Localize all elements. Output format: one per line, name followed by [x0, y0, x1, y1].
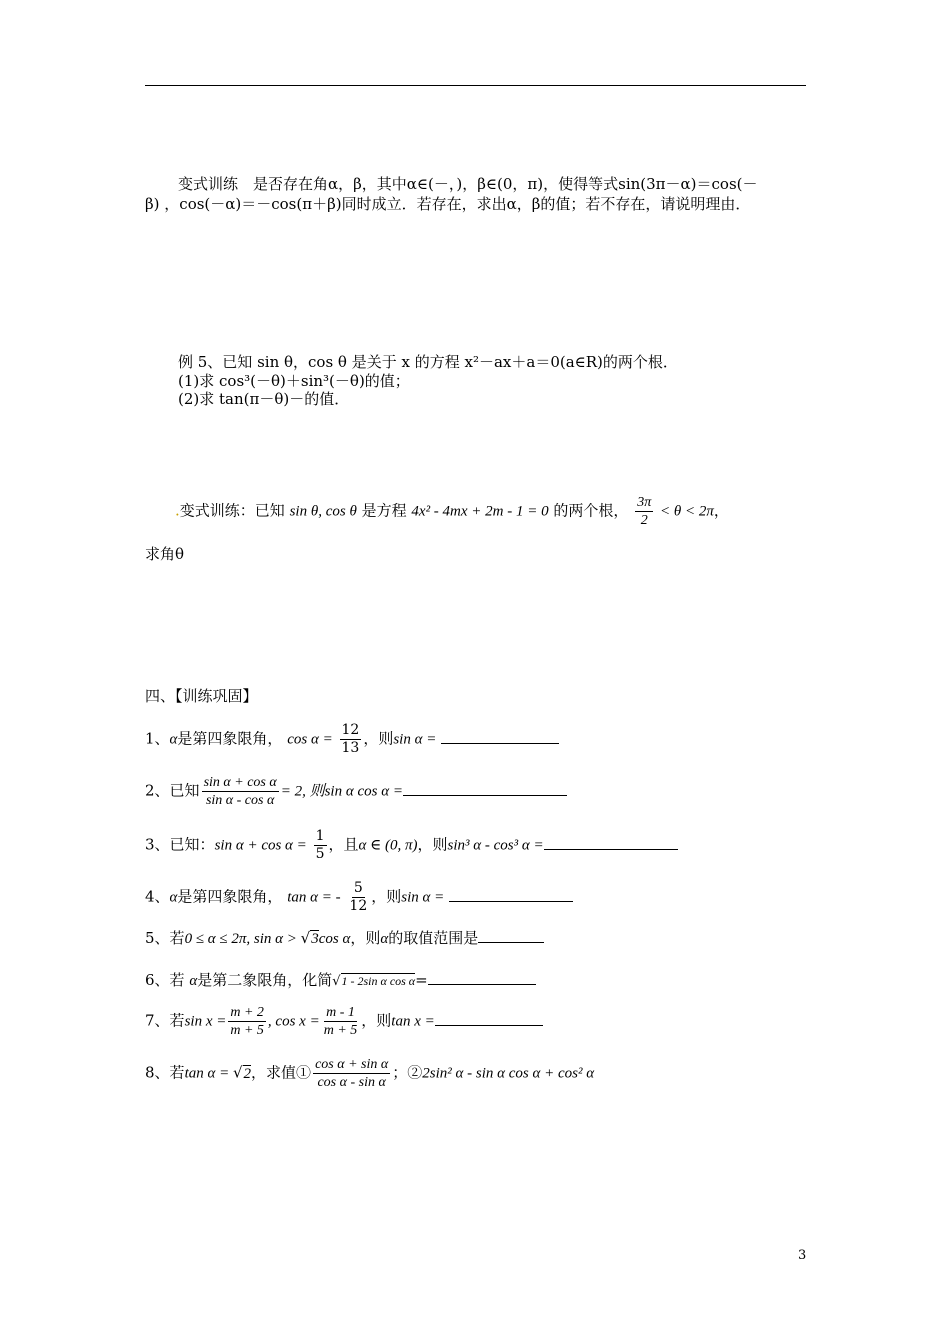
variant2-mid: 是方程 [361, 501, 407, 520]
q5-answer-blank[interactable] [478, 941, 544, 943]
q4-fraction: $\frac{5}{12}$ [349, 880, 368, 914]
question-5: 5、若0 ≤ α ≤ 2π, sin α > √3cos α，则α的取值范围是 [145, 928, 544, 950]
variant2-line2: 求角θ [145, 545, 185, 563]
example5-line3: (2)求 tan(π－θ)－的值． [178, 390, 350, 408]
question-2: 2、已知 $\frac{\text{sin α + cos α}}{\text{sin α - cos α}}$ = 2, 则sin α cos α = [145, 774, 567, 809]
variant1-line2: β) ，cos(－α)＝－cos(π＋β)同时成立．若存在，求出α，β的值；若不存在，请说明理由． [145, 195, 751, 213]
variant2-equation: 4x² - 4mx + 2m - 1 = 0 [411, 503, 549, 520]
example5-line1: 例 5、已知 sin θ，cos θ 是关于 x 的方程 x²－ax＋a＝0(a∈R)的两个根． [178, 353, 678, 371]
q1-fraction: $\frac{12}{13}$ [341, 722, 360, 756]
q3-fraction: $\frac{1}{5}$ [315, 828, 325, 862]
sqrt-icon: √ [232, 1063, 243, 1082]
variant2-line1: .变式训练：已知 sin θ, cos θ 是方程 4x² - 4mx + 2m - 1 = 0 的两个根， $\frac{3\pi}{2}$ < θ < 2π， [175, 495, 729, 528]
q2-answer-blank[interactable] [403, 794, 567, 796]
q7-fraction-1: $\frac{m + 2}{m + 5}$ [230, 1005, 264, 1038]
variant2-suffix: 的两个根， [553, 501, 629, 520]
variant2-fraction: $\frac{3\pi}{2}$ [637, 495, 652, 528]
bullet-dot-icon: . [175, 501, 180, 520]
sqrt-icon: √ [332, 974, 341, 989]
q2-fraction: $\frac{\text{sin α + cos α}}{\text{sin α - cos α}}$ [203, 775, 277, 808]
header-rule [145, 85, 806, 86]
question-3: 3、已知：sin α + cos α = $\frac{1}{5}$ ，且α ∈ (0, π)，则sin³ α - cos³ α = [145, 828, 678, 863]
page-number: 3 [798, 1248, 807, 1263]
variant2-fn: sin θ, cos θ [289, 503, 357, 520]
q1-answer-blank[interactable] [441, 742, 559, 744]
question-7: 7、若sin x = $\frac{m + 2}{m + 5}$ , cos x = $\frac{m - 1}{m + 5}$ ，则tan x = [145, 1004, 543, 1039]
q6-answer-blank[interactable] [428, 983, 536, 985]
q4-answer-blank[interactable] [449, 900, 573, 902]
example5-line2: (1)求 cos³(－θ)＋sin³(－θ)的值； [178, 372, 410, 390]
question-6: 6、若 α是第二象限角，化简√1 - 2sin α cos α= [145, 970, 536, 992]
q8-fraction: $\frac{\text{cos α + sin α}}{\text{cos α - sin α}}$ [315, 1057, 389, 1090]
question-4: 4、α是第四象限角， tan α = - $\frac{5}{12}$ ，则sin α = [145, 880, 573, 915]
question-1: 1、α是第四象限角， cos α = $\frac{12}{13}$ ，则sin α = [145, 722, 559, 757]
variant2-prefix: 变式训练：已知 [179, 501, 285, 520]
section4-heading: 四、【训练巩固】 [145, 687, 258, 705]
q3-answer-blank[interactable] [544, 848, 678, 850]
q7-answer-blank[interactable] [435, 1024, 543, 1026]
variant2-inequality: < θ < 2π [660, 503, 714, 520]
question-8: 8、若tan α = √2，求值① $\frac{\text{cos α + sin α}}{\text{cos α - sin α}}$ ；②2sin² α - sin α cos α + cos² α [145, 1057, 595, 1090]
sqrt-icon: √ [300, 929, 311, 947]
variant1-line1: 变式训练 是否存在角α，β，其中α∈(－，)，β∈(0，π)，使得等式sin(3π－α)＝cos(－ [178, 175, 758, 193]
q7-fraction-2: $\frac{m - 1}{m + 5}$ [323, 1005, 358, 1038]
